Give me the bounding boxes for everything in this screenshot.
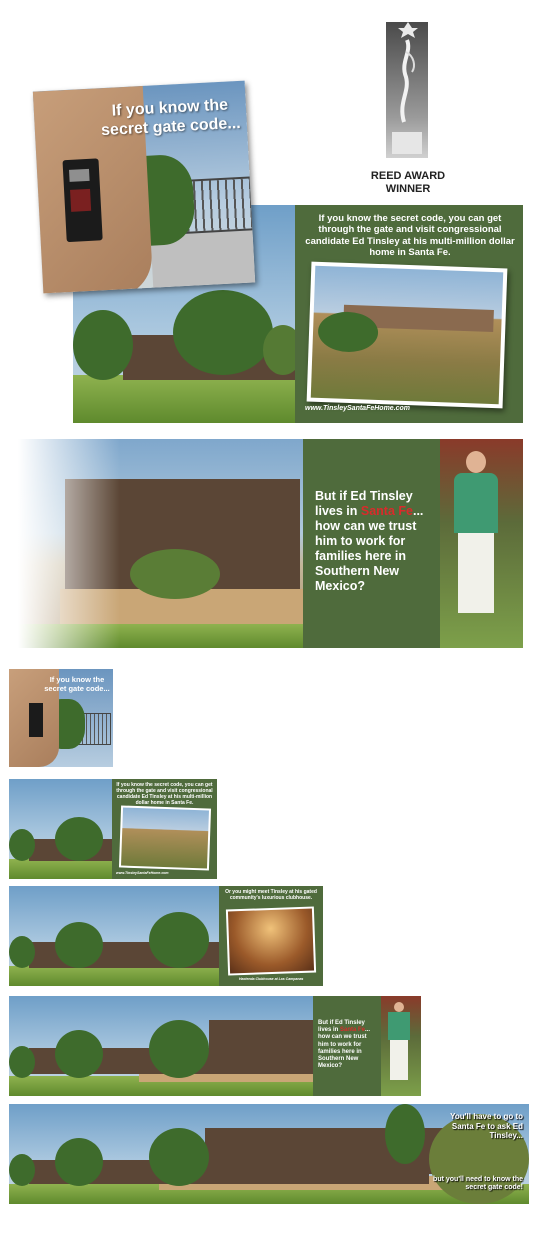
- thumb5-line1: You'll have to go to Santa Fe to ask Ed Tinsley...: [450, 1112, 523, 1141]
- thumb4-text: [318, 1020, 378, 1070]
- thumb-final: [9, 1104, 529, 1204]
- panel3-highlight: Santa Fe: [360, 504, 413, 518]
- panel3-text-box: [303, 439, 440, 648]
- award-label-line1: REED AWARD: [370, 170, 446, 182]
- thumb-keypad-icon: [29, 703, 43, 737]
- thumb5-line2: but you'll need to know the secret gate code!: [433, 1176, 523, 1192]
- thumb2-text-box: [112, 779, 217, 879]
- thumb2-text: If you know the secret code, you can get through the gate and visit congressional candidate Ed Tinsley at his multi-million dollar home in Santa Fe.: [116, 782, 213, 806]
- trophy-figure-icon: [386, 22, 428, 158]
- award-label-line2: WINNER: [385, 183, 431, 195]
- panel1-headline: If you know the secret gate code...: [100, 96, 242, 140]
- thumb-trust: [9, 996, 421, 1096]
- panel3-text-before: But if Ed Tinsley lives in: [315, 489, 413, 518]
- thumb-gate: [9, 669, 113, 767]
- thumb3-text-box: [219, 886, 323, 986]
- panel2-photo: [307, 262, 508, 409]
- candidate-photo: [440, 439, 523, 648]
- thumb4-text-after: ... how can we trust him to work for families here in Southern New Mexico?: [318, 1027, 371, 1070]
- award-trophy-image: [386, 22, 428, 158]
- panel2-url: www.TinsleySantaFeHome.com: [305, 405, 411, 412]
- thumb2-photo: [119, 805, 211, 870]
- thumb-house: [9, 779, 217, 879]
- panel3-text: [315, 489, 435, 594]
- keypad-icon: [62, 158, 102, 242]
- thumb4-text-box: [313, 996, 381, 1096]
- thumb2-url: www.TinsleySantaFeHome.com: [116, 871, 169, 875]
- panel3-text-after: ... how can we trust him to work for families here in Southern New Mexico?: [315, 504, 424, 593]
- mailer-panel-trust: [0, 439, 523, 648]
- thumb4-candidate-photo: [381, 996, 421, 1096]
- thumb-clubhouse: [9, 886, 323, 986]
- thumb1-headline: If you know the secret gate code...: [44, 675, 110, 693]
- thumb3-photo: [226, 906, 316, 975]
- panel2-text: If you know the secret code, you can get through the gate and visit congressional candidate Ed Tinsley at his multi-million dollar home in Santa Fe.: [305, 213, 515, 259]
- mailer-panel-gate: [33, 81, 255, 294]
- panel2-text-box: [295, 205, 523, 423]
- award-label: [360, 170, 456, 196]
- thumb4-highlight: Santa Fe: [340, 1027, 366, 1034]
- thumb3-text: Or you might meet Tinsley at his gated community's luxurious clubhouse.: [225, 889, 317, 901]
- thumb4-text-before: But if Ed Tinsley lives in: [318, 1020, 365, 1034]
- thumb3-caption: Hacienda Clubhouse at Las Campanas: [239, 977, 304, 981]
